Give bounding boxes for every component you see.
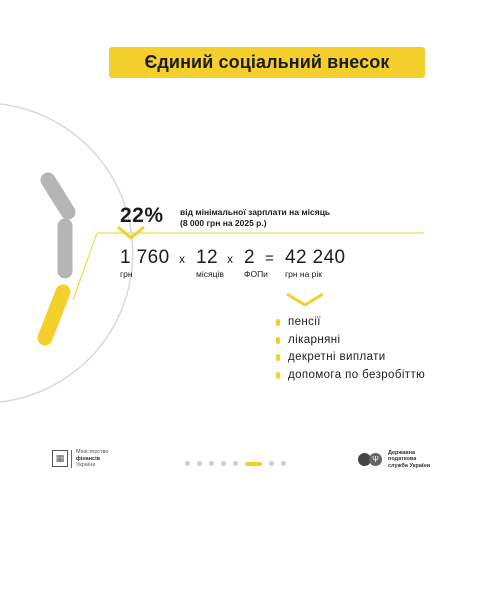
calc-months-value: 12 — [196, 247, 218, 268]
ministry-name — [76, 449, 109, 469]
tax-service-name — [388, 450, 430, 469]
rate-note-line2: (8 000 грн на 2025 р.) — [180, 218, 267, 228]
ministry-line2: фінансів — [76, 455, 101, 462]
tax-line3: служба України — [388, 462, 431, 469]
list-item — [276, 351, 438, 364]
segment-inactive-1 — [48, 180, 68, 212]
page-title: Єдиний соціальний внесок — [109, 47, 425, 78]
calc-total-value: 42 240 — [285, 247, 346, 268]
pointer-diagonal — [73, 233, 97, 300]
bullet-icon — [276, 319, 280, 326]
calc-fops-value: 2 — [244, 247, 255, 268]
ministry-line3: України — [76, 462, 96, 468]
page-dot[interactable] — [221, 461, 226, 466]
list-item — [276, 316, 438, 329]
rate-note-line1: від мінімальної зарплати на місяць — [180, 207, 331, 217]
calc-total-unit: грн на рік — [285, 269, 323, 279]
ministry-line1: Міністерство — [76, 449, 109, 455]
page-dot[interactable] — [209, 461, 214, 466]
page-dot[interactable] — [233, 461, 238, 466]
rate-note — [180, 207, 330, 229]
page-dot[interactable] — [269, 461, 274, 466]
pagination — [185, 461, 293, 466]
calc-amount — [120, 248, 170, 279]
tax-service-logo — [358, 450, 430, 469]
multiply-sign: x — [227, 252, 233, 266]
ministry-logo — [52, 449, 109, 469]
page-dot[interactable] — [197, 461, 202, 466]
tax-line1: Державна — [388, 450, 416, 456]
trident-icon: Ψ — [369, 453, 382, 466]
rate-percent: 22% — [120, 204, 164, 227]
bullet-icon — [276, 354, 280, 361]
ministry-emblem-icon: ▦ — [52, 450, 68, 467]
calc-total — [285, 248, 346, 279]
bullet-icon — [276, 372, 280, 379]
multiply-sign: x — [179, 252, 185, 266]
segment-active — [45, 292, 63, 338]
calc-months — [196, 248, 224, 279]
chevron-down-icon — [287, 294, 323, 305]
list-item-label: допомога по безробіттю — [288, 368, 426, 381]
list-item — [276, 369, 438, 382]
equals-sign: = — [265, 250, 274, 267]
uses-list — [276, 316, 438, 386]
divider — [71, 450, 72, 468]
calc-months-unit: місяців — [196, 269, 224, 279]
page-dot[interactable] — [281, 461, 286, 466]
list-item-label: декретні виплати — [288, 351, 386, 363]
list-item — [276, 334, 438, 347]
tax-line2: податкова — [388, 456, 417, 463]
bullet-icon — [276, 337, 280, 344]
list-item-label: лікарняні — [288, 333, 341, 346]
calc-amount-unit: грн — [120, 269, 133, 279]
page-dot-active[interactable] — [245, 462, 262, 466]
calc-amount-value: 1 760 — [120, 247, 170, 268]
page-dot[interactable] — [185, 461, 190, 466]
calc-fops-unit: ФОПи — [244, 269, 268, 279]
list-item-label: пенсії — [288, 316, 321, 328]
